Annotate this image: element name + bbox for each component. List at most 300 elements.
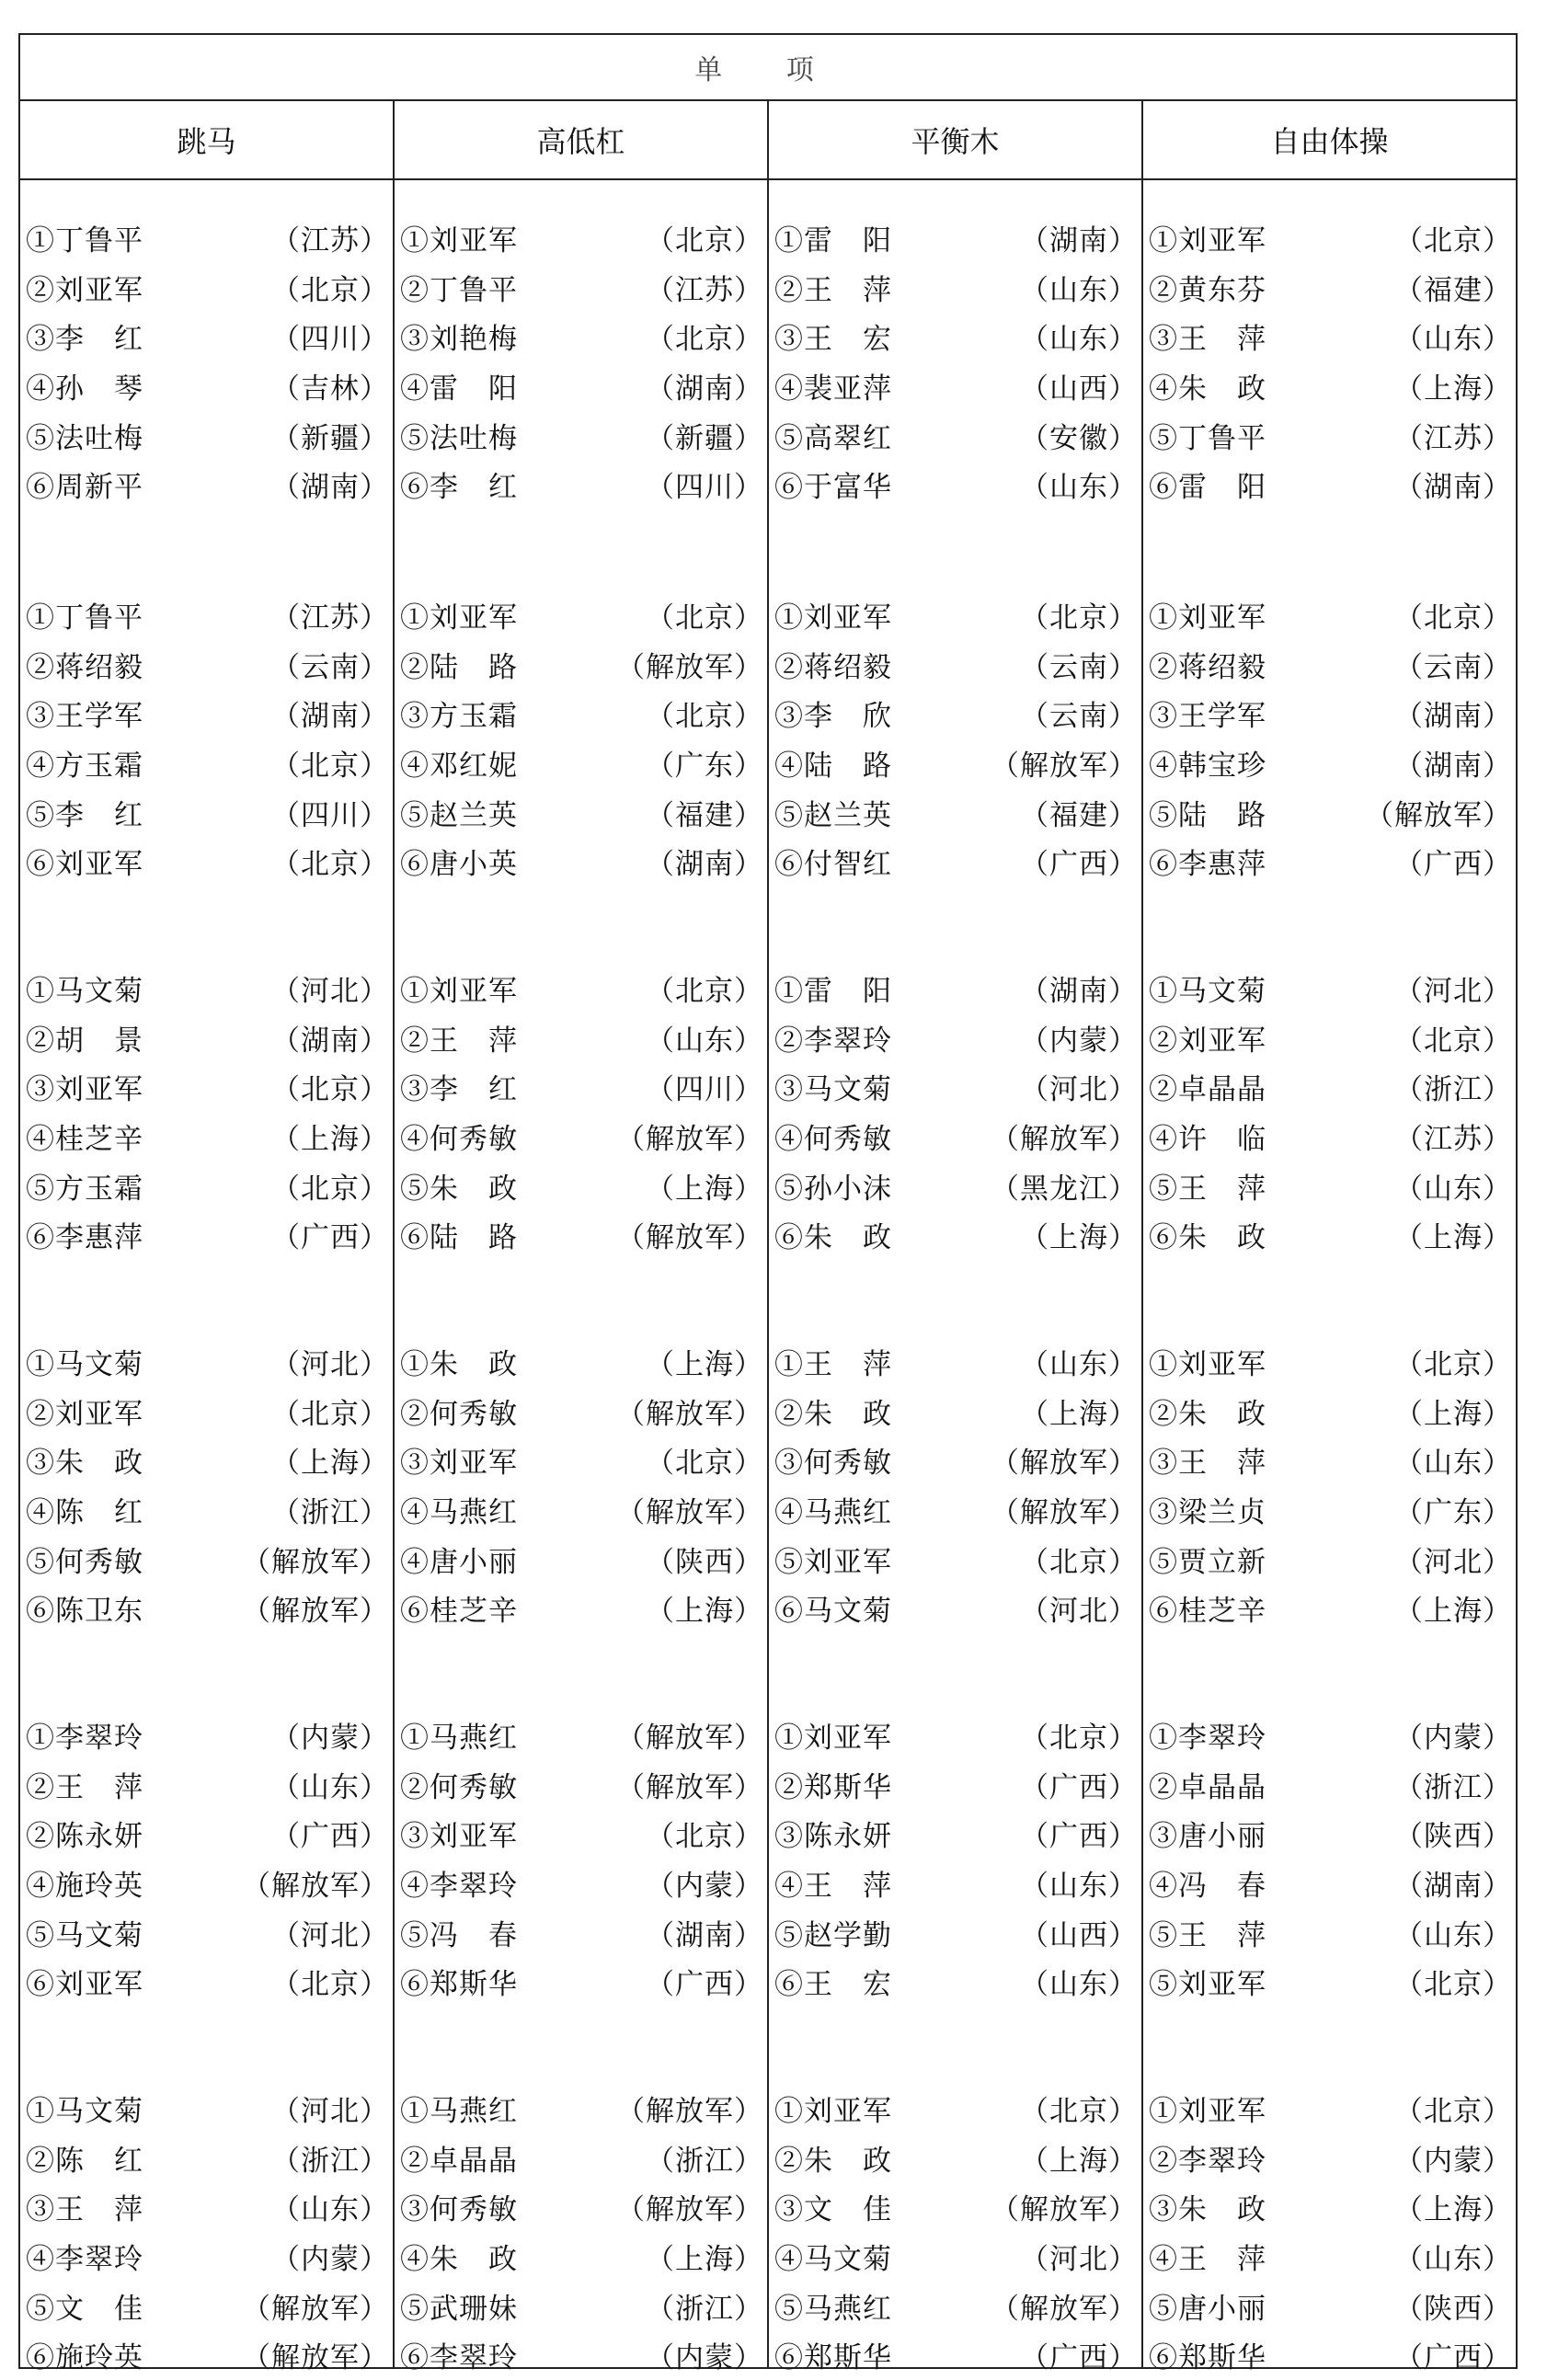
list-item <box>1143 2182 1516 2232</box>
athlete-province: （北京） <box>1394 1968 1512 2002</box>
athlete-name: ②蒋绍毅 <box>1149 650 1266 684</box>
list-item <box>769 689 1141 738</box>
title-row <box>20 35 1516 101</box>
athlete-name: ②卓晶晶 <box>400 2144 518 2178</box>
athlete-name: ③王学军 <box>26 700 143 734</box>
list-item <box>1143 689 1516 738</box>
athlete-name: ⑤高翠红 <box>774 421 892 455</box>
athlete-province: （北京） <box>646 224 763 258</box>
list-item <box>1143 2281 1516 2330</box>
athlete-name: ④陈 红 <box>26 1496 143 1530</box>
list-item <box>769 1534 1141 1584</box>
list-item <box>20 964 393 1013</box>
result-group <box>395 2084 767 2380</box>
result-group <box>20 1337 393 1633</box>
athlete-province: （解放军） <box>242 2292 389 2326</box>
list-item <box>769 1760 1141 1810</box>
athlete-name: ⑤冯 春 <box>400 1918 518 1952</box>
result-group <box>1143 2084 1516 2380</box>
athlete-province: （北京） <box>646 1820 763 1854</box>
list-item <box>1143 1337 1516 1387</box>
athlete-name: ②何秀敏 <box>400 1397 518 1431</box>
list-item <box>769 640 1141 690</box>
athlete-province: （福建） <box>1020 798 1138 832</box>
athlete-province: （广西） <box>646 1968 763 2002</box>
result-group <box>769 1711 1141 2007</box>
athlete-name: ②丁鲁平 <box>400 273 518 307</box>
athlete-province: （北京） <box>271 1172 389 1206</box>
list-item <box>395 361 767 411</box>
athlete-province: （广西） <box>1020 1770 1138 1804</box>
athlete-name: ③刘亚军 <box>26 1073 143 1107</box>
list-item <box>20 460 393 509</box>
athlete-province: （解放军） <box>991 2193 1138 2227</box>
list-item <box>395 1485 767 1535</box>
list-item <box>20 2281 393 2330</box>
header-vault: 跳马 <box>20 101 395 178</box>
list-item <box>1143 1760 1516 1810</box>
list-item <box>1143 2330 1516 2380</box>
athlete-name: ②李翠玲 <box>1149 2144 1266 2178</box>
list-item <box>395 1809 767 1859</box>
athlete-name: ④朱 政 <box>1149 372 1266 406</box>
athlete-province: （广东） <box>1394 1496 1512 1530</box>
athlete-province: （解放军） <box>242 1595 389 1629</box>
athlete-province: （北京） <box>646 1447 763 1481</box>
list-item <box>1143 837 1516 887</box>
athlete-province: （湖南） <box>1394 749 1512 784</box>
athlete-name: ②蒋绍毅 <box>26 650 143 684</box>
list-item <box>1143 1013 1516 1063</box>
athlete-name: ⑤丁鲁平 <box>1149 421 1266 455</box>
athlete-province: （山东） <box>1394 323 1512 357</box>
result-group <box>1143 1337 1516 1633</box>
list-item <box>1143 2084 1516 2134</box>
athlete-province: （广西） <box>271 1820 389 1854</box>
athlete-province: （内蒙） <box>1394 1722 1512 1756</box>
athlete-province: （云南） <box>271 650 389 684</box>
athlete-name: ②刘亚军 <box>26 1397 143 1431</box>
result-group <box>20 1711 393 2007</box>
athlete-name: ⑥马文菊 <box>774 1595 892 1629</box>
list-item <box>395 738 767 788</box>
athlete-province: （吉林） <box>271 372 389 406</box>
athlete-name: ③王 萍 <box>26 2193 143 2227</box>
athlete-name: ③王 宏 <box>774 323 892 357</box>
list-item <box>769 1711 1141 1760</box>
athlete-province: （湖南） <box>271 471 389 505</box>
athlete-name: ⑤朱 政 <box>400 1172 518 1206</box>
athlete-name: ⑤赵兰英 <box>400 798 518 832</box>
athlete-province: （山东） <box>1020 471 1138 505</box>
athlete-name: ③王 萍 <box>1149 323 1266 357</box>
list-item <box>395 1161 767 1210</box>
athlete-province: （解放军） <box>991 749 1138 784</box>
athlete-name: ③唐小丽 <box>1149 1820 1266 1854</box>
list-item <box>1143 964 1516 1013</box>
list-item <box>769 312 1141 361</box>
athlete-name: ④孙 琴 <box>26 372 143 406</box>
list-item <box>20 738 393 788</box>
list-item <box>395 1760 767 1810</box>
column-uneven-bars <box>395 180 769 2375</box>
column-balance-beam <box>769 180 1143 2375</box>
athlete-province: （河北） <box>271 975 389 1009</box>
athlete-name: ⑥李惠萍 <box>26 1221 143 1255</box>
athlete-name: ⑤陆 路 <box>1149 798 1266 832</box>
athlete-province: （江苏） <box>1394 421 1512 455</box>
athlete-province: （解放军） <box>616 2193 763 2227</box>
list-item <box>769 738 1141 788</box>
athlete-province: （解放军） <box>616 1722 763 1756</box>
athlete-name: ②何秀敏 <box>400 1770 518 1804</box>
athlete-name: ①马文菊 <box>26 2095 143 2129</box>
athlete-province: （河北） <box>271 1918 389 1952</box>
list-item <box>20 213 393 263</box>
list-item <box>1143 787 1516 837</box>
athlete-name: ⑥刘亚军 <box>26 848 143 882</box>
list-item <box>20 1859 393 1908</box>
athlete-name: ②王 萍 <box>774 273 892 307</box>
athlete-name: ⑥唐小英 <box>400 848 518 882</box>
athlete-name: ④马文菊 <box>774 2243 892 2277</box>
athlete-province: （北京） <box>646 700 763 734</box>
athlete-name: ⑥于富华 <box>774 471 892 505</box>
list-item <box>20 689 393 738</box>
list-item <box>20 1809 393 1859</box>
athlete-province: （上海） <box>1394 2193 1512 2227</box>
athlete-name: ⑤李 红 <box>26 798 143 832</box>
athlete-name: ⑤方玉霜 <box>26 1172 143 1206</box>
athlete-province: （上海） <box>1020 1221 1138 1255</box>
list-item <box>769 2330 1141 2380</box>
athlete-province: （内蒙） <box>1394 2144 1512 2178</box>
list-item <box>769 1161 1141 1210</box>
athlete-province: （上海） <box>646 1595 763 1629</box>
athlete-name: ⑥郑斯华 <box>774 2341 892 2375</box>
athlete-province: （福建） <box>646 798 763 832</box>
athlete-province: （北京） <box>1394 1024 1512 1058</box>
list-item <box>395 837 767 887</box>
athlete-name: ②刘亚军 <box>26 273 143 307</box>
list-item <box>769 1485 1141 1535</box>
athlete-name: ①刘亚军 <box>400 601 518 635</box>
list-item <box>395 1859 767 1908</box>
athlete-province: （江苏） <box>1394 1123 1512 1157</box>
athlete-name: ①雷 阳 <box>774 975 892 1009</box>
athlete-province: （陕西） <box>1394 1820 1512 1854</box>
athlete-name: ④何秀敏 <box>400 1123 518 1157</box>
list-item <box>20 2134 393 2183</box>
result-group <box>395 213 767 509</box>
athlete-province: （陕西） <box>646 1545 763 1579</box>
athlete-name: ②陈永妍 <box>26 1820 143 1854</box>
athlete-name: ⑤唐小丽 <box>1149 2292 1266 2326</box>
athlete-province: （山东） <box>1394 1918 1512 1952</box>
list-item <box>20 1436 393 1485</box>
list-item <box>20 837 393 887</box>
list-item <box>20 640 393 690</box>
athlete-name: ③方玉霜 <box>400 700 518 734</box>
athlete-province: （北京） <box>646 975 763 1009</box>
athlete-name: ④韩宝珍 <box>1149 749 1266 784</box>
list-item <box>769 1436 1141 1485</box>
list-item <box>20 787 393 837</box>
result-group <box>395 1711 767 2007</box>
athlete-name: ②郑斯华 <box>774 1770 892 1804</box>
result-group <box>395 590 767 887</box>
athlete-name: ⑤刘亚军 <box>774 1545 892 1579</box>
athlete-province: （河北） <box>271 1348 389 1382</box>
athlete-province: （湖南） <box>271 700 389 734</box>
athlete-name: ③马文菊 <box>774 1073 892 1107</box>
list-item <box>395 1062 767 1112</box>
athlete-province: （山西） <box>1020 372 1138 406</box>
header-balance-beam: 平衡木 <box>769 101 1143 178</box>
athlete-name: ⑤文 佳 <box>26 2292 143 2326</box>
list-item <box>769 460 1141 509</box>
athlete-province: （河北） <box>1020 1595 1138 1629</box>
athlete-name: ⑥王 宏 <box>774 1968 892 2002</box>
athlete-name: ⑥付智红 <box>774 848 892 882</box>
list-item <box>769 1859 1141 1908</box>
list-item <box>769 2182 1141 2232</box>
athlete-province: （四川） <box>646 1073 763 1107</box>
list-item <box>20 312 393 361</box>
result-group <box>1143 213 1516 509</box>
list-item <box>769 1013 1141 1063</box>
list-item <box>769 2281 1141 2330</box>
athlete-province: （安徽） <box>1020 421 1138 455</box>
list-item <box>395 640 767 690</box>
athlete-name: ②王 萍 <box>400 1024 518 1058</box>
athlete-province: （上海） <box>1020 2144 1138 2178</box>
list-item <box>769 964 1141 1013</box>
athlete-name: ②卓晶晶 <box>1149 1770 1266 1804</box>
list-item <box>1143 1957 1516 2007</box>
list-item <box>20 1534 393 1584</box>
result-group <box>395 1337 767 1633</box>
list-item <box>395 2281 767 2330</box>
athlete-name: ⑤马文菊 <box>26 1918 143 1952</box>
result-group <box>20 213 393 509</box>
athlete-province: （上海） <box>1020 1397 1138 1431</box>
athlete-province: （北京） <box>271 1397 389 1431</box>
list-item <box>769 1062 1141 1112</box>
athlete-province: （北京） <box>1394 601 1512 635</box>
list-item <box>395 2330 767 2380</box>
list-item <box>395 1907 767 1957</box>
athlete-province: （黑龙江） <box>991 1172 1138 1206</box>
list-item <box>769 263 1141 313</box>
athlete-province: （北京） <box>271 1968 389 2002</box>
list-item <box>769 1337 1141 1387</box>
athlete-name: ⑥桂芝辛 <box>400 1595 518 1629</box>
athlete-province: （北京） <box>646 323 763 357</box>
list-item <box>395 2232 767 2282</box>
list-item <box>769 2232 1141 2282</box>
athlete-name: ①刘亚军 <box>400 975 518 1009</box>
list-item <box>769 1907 1141 1957</box>
athlete-province: （四川） <box>646 471 763 505</box>
athlete-name: ①王 萍 <box>774 1348 892 1382</box>
athlete-name: ①马燕红 <box>400 1722 518 1756</box>
list-item <box>395 1957 767 2007</box>
athlete-name: ⑥郑斯华 <box>1149 2341 1266 2375</box>
athlete-province: （上海） <box>1394 1397 1512 1431</box>
athlete-name: ⑥陆 路 <box>400 1221 518 1255</box>
athlete-province: （河北） <box>1394 975 1512 1009</box>
list-item <box>20 1112 393 1161</box>
athlete-province: （四川） <box>271 323 389 357</box>
athlete-name: ④邓红妮 <box>400 749 518 784</box>
athlete-name: ②陈 红 <box>26 2144 143 2178</box>
athlete-name: ⑥陈卫东 <box>26 1595 143 1629</box>
athlete-name: ②李翠玲 <box>774 1024 892 1058</box>
list-item <box>1143 590 1516 640</box>
list-item <box>1143 738 1516 788</box>
list-item <box>769 1584 1141 1633</box>
athlete-name: ①马燕红 <box>400 2095 518 2129</box>
athlete-name: ⑥刘亚军 <box>26 1968 143 2002</box>
athlete-name: ①丁鲁平 <box>26 224 143 258</box>
athlete-name: ④王 萍 <box>1149 2243 1266 2277</box>
athlete-name: ①李翠玲 <box>26 1722 143 1756</box>
athlete-province: （广东） <box>646 749 763 784</box>
result-group <box>1143 590 1516 887</box>
athlete-province: （内蒙） <box>271 1722 389 1756</box>
athlete-province: （解放军） <box>991 2292 1138 2326</box>
list-item <box>395 263 767 313</box>
list-item <box>769 213 1141 263</box>
list-item <box>20 1013 393 1063</box>
athlete-name: ②朱 政 <box>1149 1397 1266 1431</box>
result-group <box>769 590 1141 887</box>
athlete-province: （北京） <box>1020 2095 1138 2129</box>
list-item <box>395 1534 767 1584</box>
athlete-province: （解放军） <box>1365 798 1512 832</box>
result-group <box>20 2084 393 2380</box>
athlete-name: ③王学军 <box>1149 700 1266 734</box>
list-item <box>20 361 393 411</box>
list-item <box>1143 1485 1516 1535</box>
athlete-province: （山东） <box>1394 1172 1512 1206</box>
athlete-name: ⑤孙小沫 <box>774 1172 892 1206</box>
athlete-name: ③王 萍 <box>1149 1447 1266 1481</box>
athlete-name: ②陆 路 <box>400 650 518 684</box>
athlete-name: ②蒋绍毅 <box>774 650 892 684</box>
list-item <box>20 1957 393 2007</box>
athlete-name: ①马文菊 <box>1149 975 1266 1009</box>
list-item <box>1143 1584 1516 1633</box>
athlete-name: ④马燕红 <box>400 1496 518 1530</box>
athlete-province: （山西） <box>1020 1918 1138 1952</box>
athlete-province: （云南） <box>1020 700 1138 734</box>
athlete-province: （广西） <box>1394 848 1512 882</box>
athlete-name: ①刘亚军 <box>1149 1348 1266 1382</box>
athlete-province: （湖南） <box>1020 224 1138 258</box>
athlete-province: （河北） <box>1394 1545 1512 1579</box>
athlete-name: ③朱 政 <box>1149 2193 1266 2227</box>
result-group <box>20 590 393 887</box>
athlete-name: ④王 萍 <box>774 1870 892 1904</box>
athlete-name: ④冯 春 <box>1149 1870 1266 1904</box>
list-item <box>20 1337 393 1387</box>
list-item <box>1143 263 1516 313</box>
athlete-name: ④何秀敏 <box>774 1123 892 1157</box>
athlete-province: （解放军） <box>616 1397 763 1431</box>
list-item <box>1143 213 1516 263</box>
athlete-name: ①刘亚军 <box>774 2095 892 2129</box>
column-floor-exercise <box>1143 180 1516 2375</box>
athlete-name: ⑤赵兰英 <box>774 798 892 832</box>
result-group <box>769 1337 1141 1633</box>
athlete-province: （解放军） <box>242 1870 389 1904</box>
athlete-name: ④桂芝辛 <box>26 1123 143 1157</box>
athlete-name: ⑥李惠萍 <box>1149 848 1266 882</box>
athlete-province: （北京） <box>271 273 389 307</box>
athlete-name: ④李翠玲 <box>26 2243 143 2277</box>
list-item <box>769 1387 1141 1436</box>
athlete-province: （广西） <box>1020 1820 1138 1854</box>
list-item <box>1143 1711 1516 1760</box>
athlete-name: ②朱 政 <box>774 1397 892 1431</box>
athlete-province: （江苏） <box>271 601 389 635</box>
athlete-name: ①马文菊 <box>26 975 143 1009</box>
athlete-name: ⑥桂芝辛 <box>1149 1595 1266 1629</box>
athlete-province: （新疆） <box>271 421 389 455</box>
list-item <box>1143 1907 1516 1957</box>
athlete-province: （北京） <box>1394 2095 1512 2129</box>
list-item <box>20 1485 393 1535</box>
athlete-name: ③刘亚军 <box>400 1820 518 1854</box>
list-item <box>395 1711 767 1760</box>
result-group <box>20 964 393 1260</box>
athlete-name: ③李 欣 <box>774 700 892 734</box>
athlete-name: ③刘亚军 <box>400 1447 518 1481</box>
list-item <box>1143 1161 1516 1210</box>
results-table <box>18 33 1518 2375</box>
athlete-province: （江苏） <box>646 273 763 307</box>
result-group <box>769 2084 1141 2380</box>
athlete-province: （解放军） <box>242 2341 389 2375</box>
athlete-province: （内蒙） <box>271 2243 389 2277</box>
header-uneven-bars: 高低杠 <box>395 101 769 178</box>
athlete-province: （山东） <box>1394 2243 1512 2277</box>
athlete-name: ①刘亚军 <box>1149 224 1266 258</box>
athlete-province: （解放军） <box>991 1123 1138 1157</box>
list-item <box>395 2182 767 2232</box>
athlete-province: （解放军） <box>616 1770 763 1804</box>
list-item <box>1143 640 1516 690</box>
athlete-name: ①马文菊 <box>26 1348 143 1382</box>
list-item <box>395 1436 767 1485</box>
list-item <box>769 590 1141 640</box>
athlete-province: （上海） <box>646 1172 763 1206</box>
list-item <box>769 2084 1141 2134</box>
athlete-province: （内蒙） <box>1020 1024 1138 1058</box>
athlete-province: （四川） <box>271 798 389 832</box>
list-item <box>1143 2134 1516 2183</box>
athlete-name: ⑥李 红 <box>400 471 518 505</box>
athlete-name: ⑥郑斯华 <box>400 1968 518 2002</box>
athlete-province: （广西） <box>1020 848 1138 882</box>
athlete-name: ⑥施玲英 <box>26 2341 143 2375</box>
list-item <box>1143 1062 1516 1112</box>
list-item <box>1143 410 1516 460</box>
athlete-name: ①雷 阳 <box>774 224 892 258</box>
athlete-province: （解放军） <box>616 1123 763 1157</box>
